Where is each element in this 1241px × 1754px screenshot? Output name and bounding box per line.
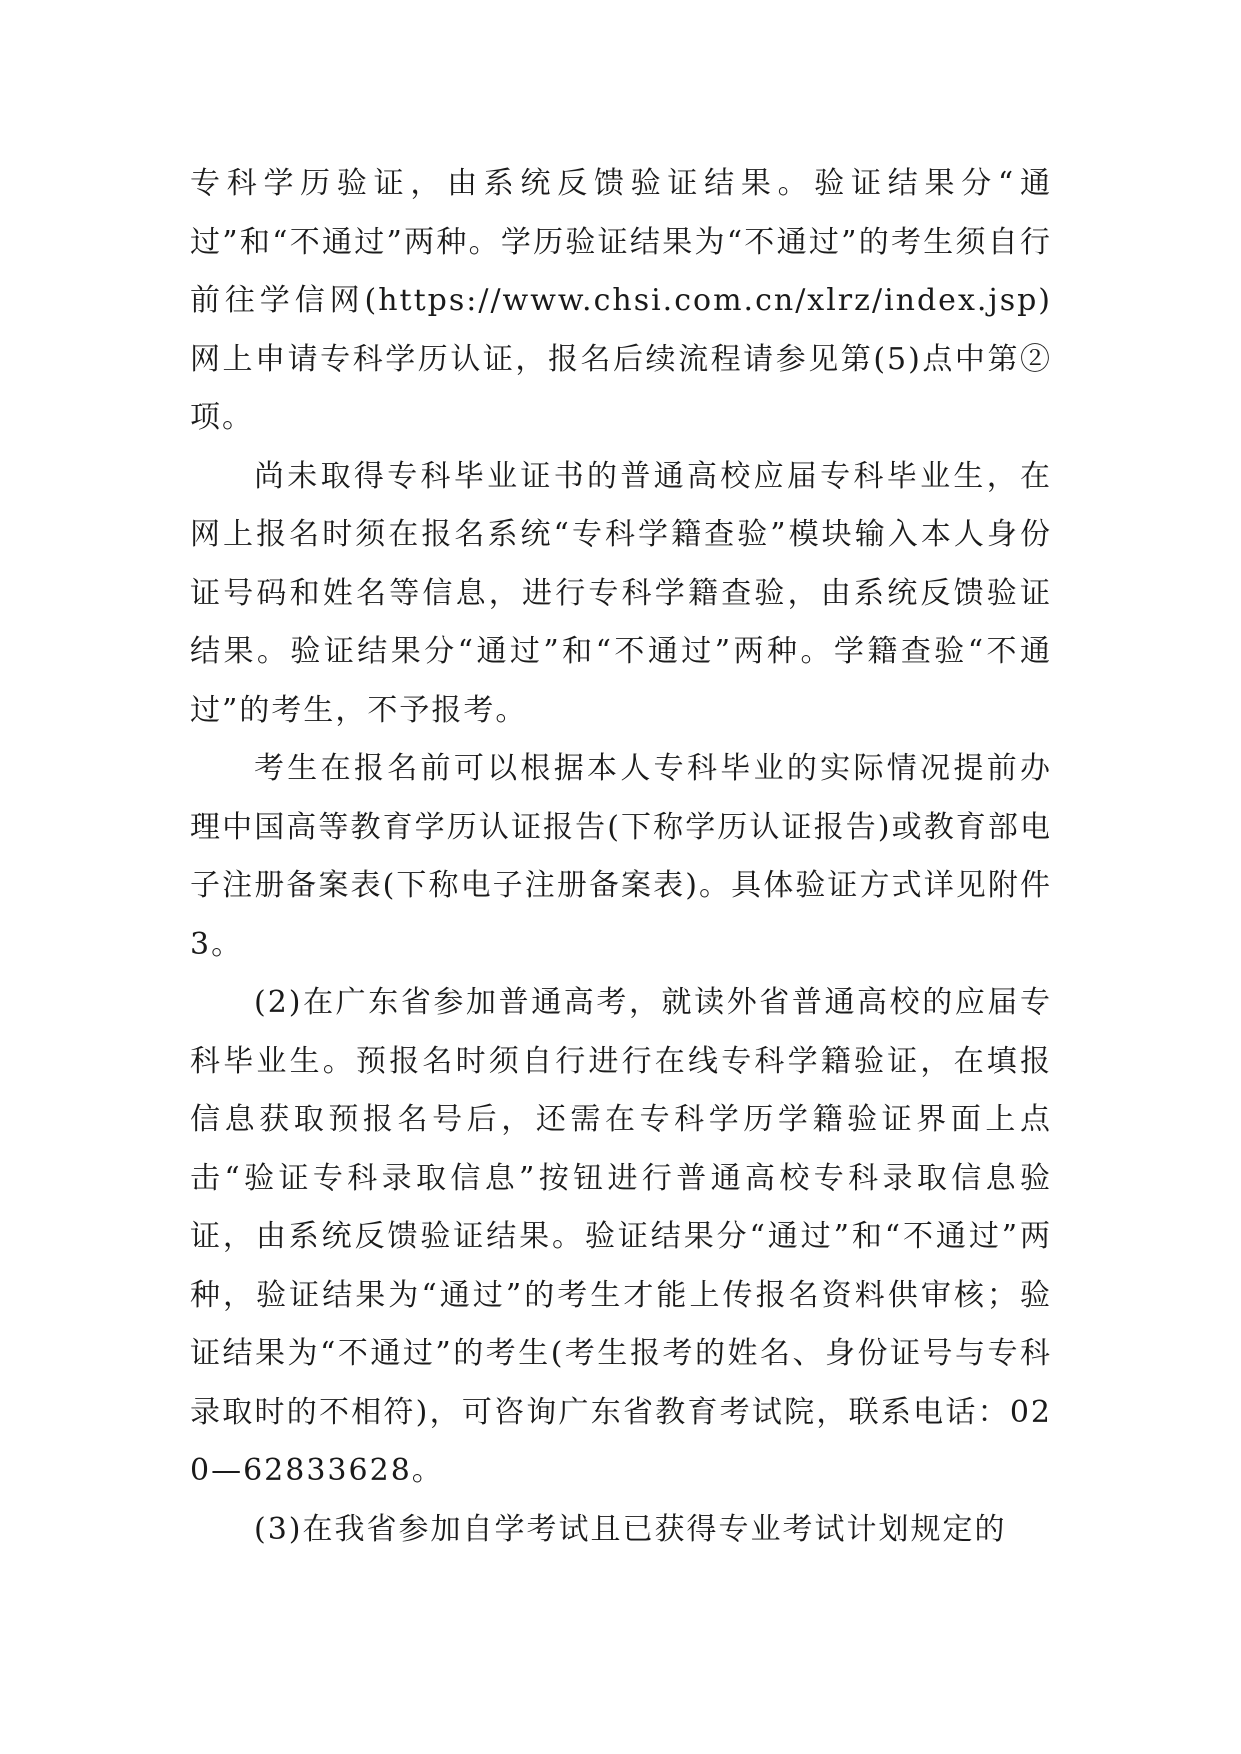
paragraph-4: (2)在广东省参加普通高考，就读外省普通高校的应届专科毕业生。预报名时须自行进行在线专科学籍验证，在填报信息获取预报名号后，还需在专科学历学籍验证界面上点击“验证专科录取信息”按钮进行普通高校专科录取信息验证，由系统反馈验证结果。验证结果分“通过”和“不通过”两种，验证结果为“通过”的考生才能上传报名资料供审核；验证结果为“不通过”的考生(考生报考的姓名、身份证号与专科录取时的不相符)，可咨询广东省教育考试院，联系电话：020—62833628。	[190, 985, 1052, 1488]
paragraph-5: (3)在我省参加自学考试且已获得专业考试计划规定的	[254, 1511, 1007, 1547]
document-page	[190, 155, 1052, 1559]
paragraph-1: 专科学历验证，由系统反馈验证结果。验证结果分“通过”和“不通过”两种。学历验证结果为“不通过”的考生须自行前往学信网(https://www.chsi.com.cn/xlrz/index.jsp)网上申请专科学历认证，报名后续流程请参见第(5)点中第②项。	[190, 166, 1052, 435]
paragraph-2: 尚未取得专科毕业证书的普通高校应届专科毕业生，在网上报名时须在报名系统“专科学籍查验”模块输入本人身份证号码和姓名等信息，进行专科学籍查验，由系统反馈验证结果。验证结果分“通过”和“不通过”两种。学籍查验“不通过”的考生，不予报考。	[190, 458, 1052, 728]
paragraph-3: 考生在报名前可以根据本人专科毕业的实际情况提前办理中国高等教育学历认证报告(下称学历认证报告)或教育部电子注册备案表(下称电子注册备案表)。具体验证方式详见附件 3。	[190, 751, 1052, 962]
